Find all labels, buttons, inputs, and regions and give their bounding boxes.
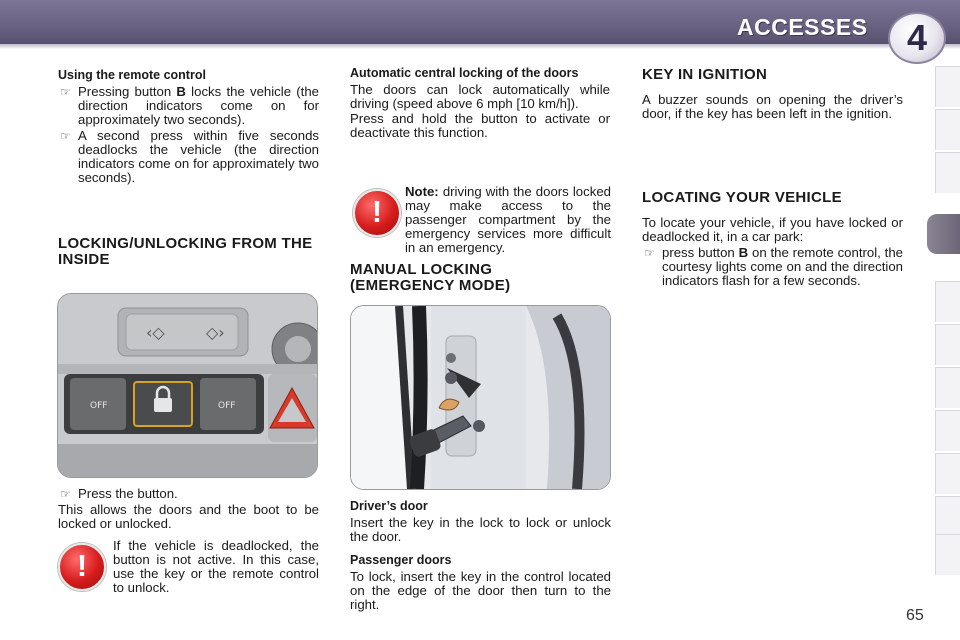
chapter-tab[interactable]: [935, 152, 960, 193]
chapter-tab[interactable]: [935, 496, 960, 537]
door-lock-photo: [350, 305, 611, 490]
page-number: 65: [906, 607, 924, 624]
chapter-tab[interactable]: [935, 410, 960, 451]
auto-locking-text: The doors can lock automatically while driving (speed above 6 mph [10 km/h]).: [350, 82, 610, 111]
chapter-tab[interactable]: [935, 109, 960, 150]
pointing-hand-icon: ☞: [60, 85, 71, 99]
pointing-hand-icon: ☞: [644, 246, 655, 260]
chapter-tab[interactable]: [935, 66, 960, 107]
chapter-title: ACCESSES: [737, 14, 868, 40]
remote-bullet: ☞ A second press within five seconds deadlocks the vehicle (the direction indicators come on for approximately two seconds).: [60, 128, 319, 185]
middle-column-lower: [350, 499, 611, 612]
auto-locking-heading: Automatic central locking of the doors: [350, 66, 579, 80]
chapter-tab[interactable]: [935, 281, 960, 322]
chapter-tab[interactable]: [935, 534, 960, 575]
pointing-hand-icon: ☞: [60, 487, 71, 501]
driver-door-heading: Driver’s door: [350, 499, 428, 513]
passenger-doors-heading: Passenger doors: [350, 553, 452, 567]
remote-bullet: ☞ Pressing button B locks the vehicle (the direction indicators come on for approximately two seconds).: [60, 84, 319, 127]
driver-door-text: Insert the key in the lock to lock or unlock the door.: [350, 515, 611, 544]
middle-column: [350, 67, 610, 140]
right-column: [642, 67, 903, 121]
allows-text: This allows the doors and the boot to be locked or unlocked.: [58, 502, 319, 531]
manual-locking-heading: MANUAL LOCKING (EMERGENCY MODE): [350, 261, 511, 294]
deadlock-warning-text: If the vehicle is deadlocked, the button is not active. In this case, use the key or the remote control to unlock.: [113, 538, 319, 595]
svg-text:‹◇: ‹◇: [146, 323, 165, 342]
key-ignition-text: A buzzer sounds on opening the driver’s door, if the key has been left in the ignition.: [642, 92, 903, 121]
right-off-label: OFF: [218, 401, 236, 411]
chapter-tab[interactable]: [935, 367, 960, 408]
dashboard-illustration: [58, 294, 317, 477]
header-shadow: [0, 44, 960, 49]
chapter-number: 4: [906, 17, 928, 58]
remote-heading: Using the remote control: [58, 68, 206, 82]
chapter-tab[interactable]: [935, 324, 960, 365]
chapter-number-badge: [888, 12, 946, 64]
exclamation-warning-icon: !: [353, 189, 401, 237]
locating-text: To locate your vehicle, if you have locked or deadlocked it, in a car park:: [642, 215, 903, 244]
central-locking-switch-photo: [57, 293, 318, 478]
svg-text:◇›: ◇›: [206, 323, 225, 342]
left-off-label: OFF: [90, 401, 108, 411]
door-edge-illustration: [351, 306, 610, 489]
exclamation-warning-icon: !: [58, 543, 106, 591]
left-column: [58, 68, 319, 185]
locating-bullet: ☞ press button B on the remote control, the courtesy lights come on and the direction indicators flash for a few seconds.: [644, 245, 903, 288]
left-column-lower: [58, 487, 319, 531]
locating-section: [642, 190, 903, 288]
inside-locking-heading: LOCKING/UNLOCKING FROM THE INSIDE: [58, 235, 313, 268]
press-button-bullet: ☞ Press the button.: [60, 486, 178, 501]
auto-locking-instruction: Press and hold the button to activate or deactivate this function.: [350, 111, 610, 140]
note-block: [405, 185, 611, 255]
deadlock-warning: [113, 539, 319, 595]
chapter-tab[interactable]: [935, 453, 960, 494]
key-ignition-heading: KEY IN IGNITION: [642, 66, 768, 83]
locating-heading: LOCATING YOUR VEHICLE: [642, 189, 842, 206]
chapter-tab-active[interactable]: [927, 214, 960, 254]
note-text: Note: driving with the doors locked may make access to the passenger compartment by the emergency services more difficult in an emergency.: [405, 184, 611, 255]
passenger-doors-text: To lock, insert the key in the control located on the edge of the door then turn to the right.: [350, 569, 611, 612]
pointing-hand-icon: ☞: [60, 129, 71, 143]
chapter-tabs: [927, 66, 960, 574]
